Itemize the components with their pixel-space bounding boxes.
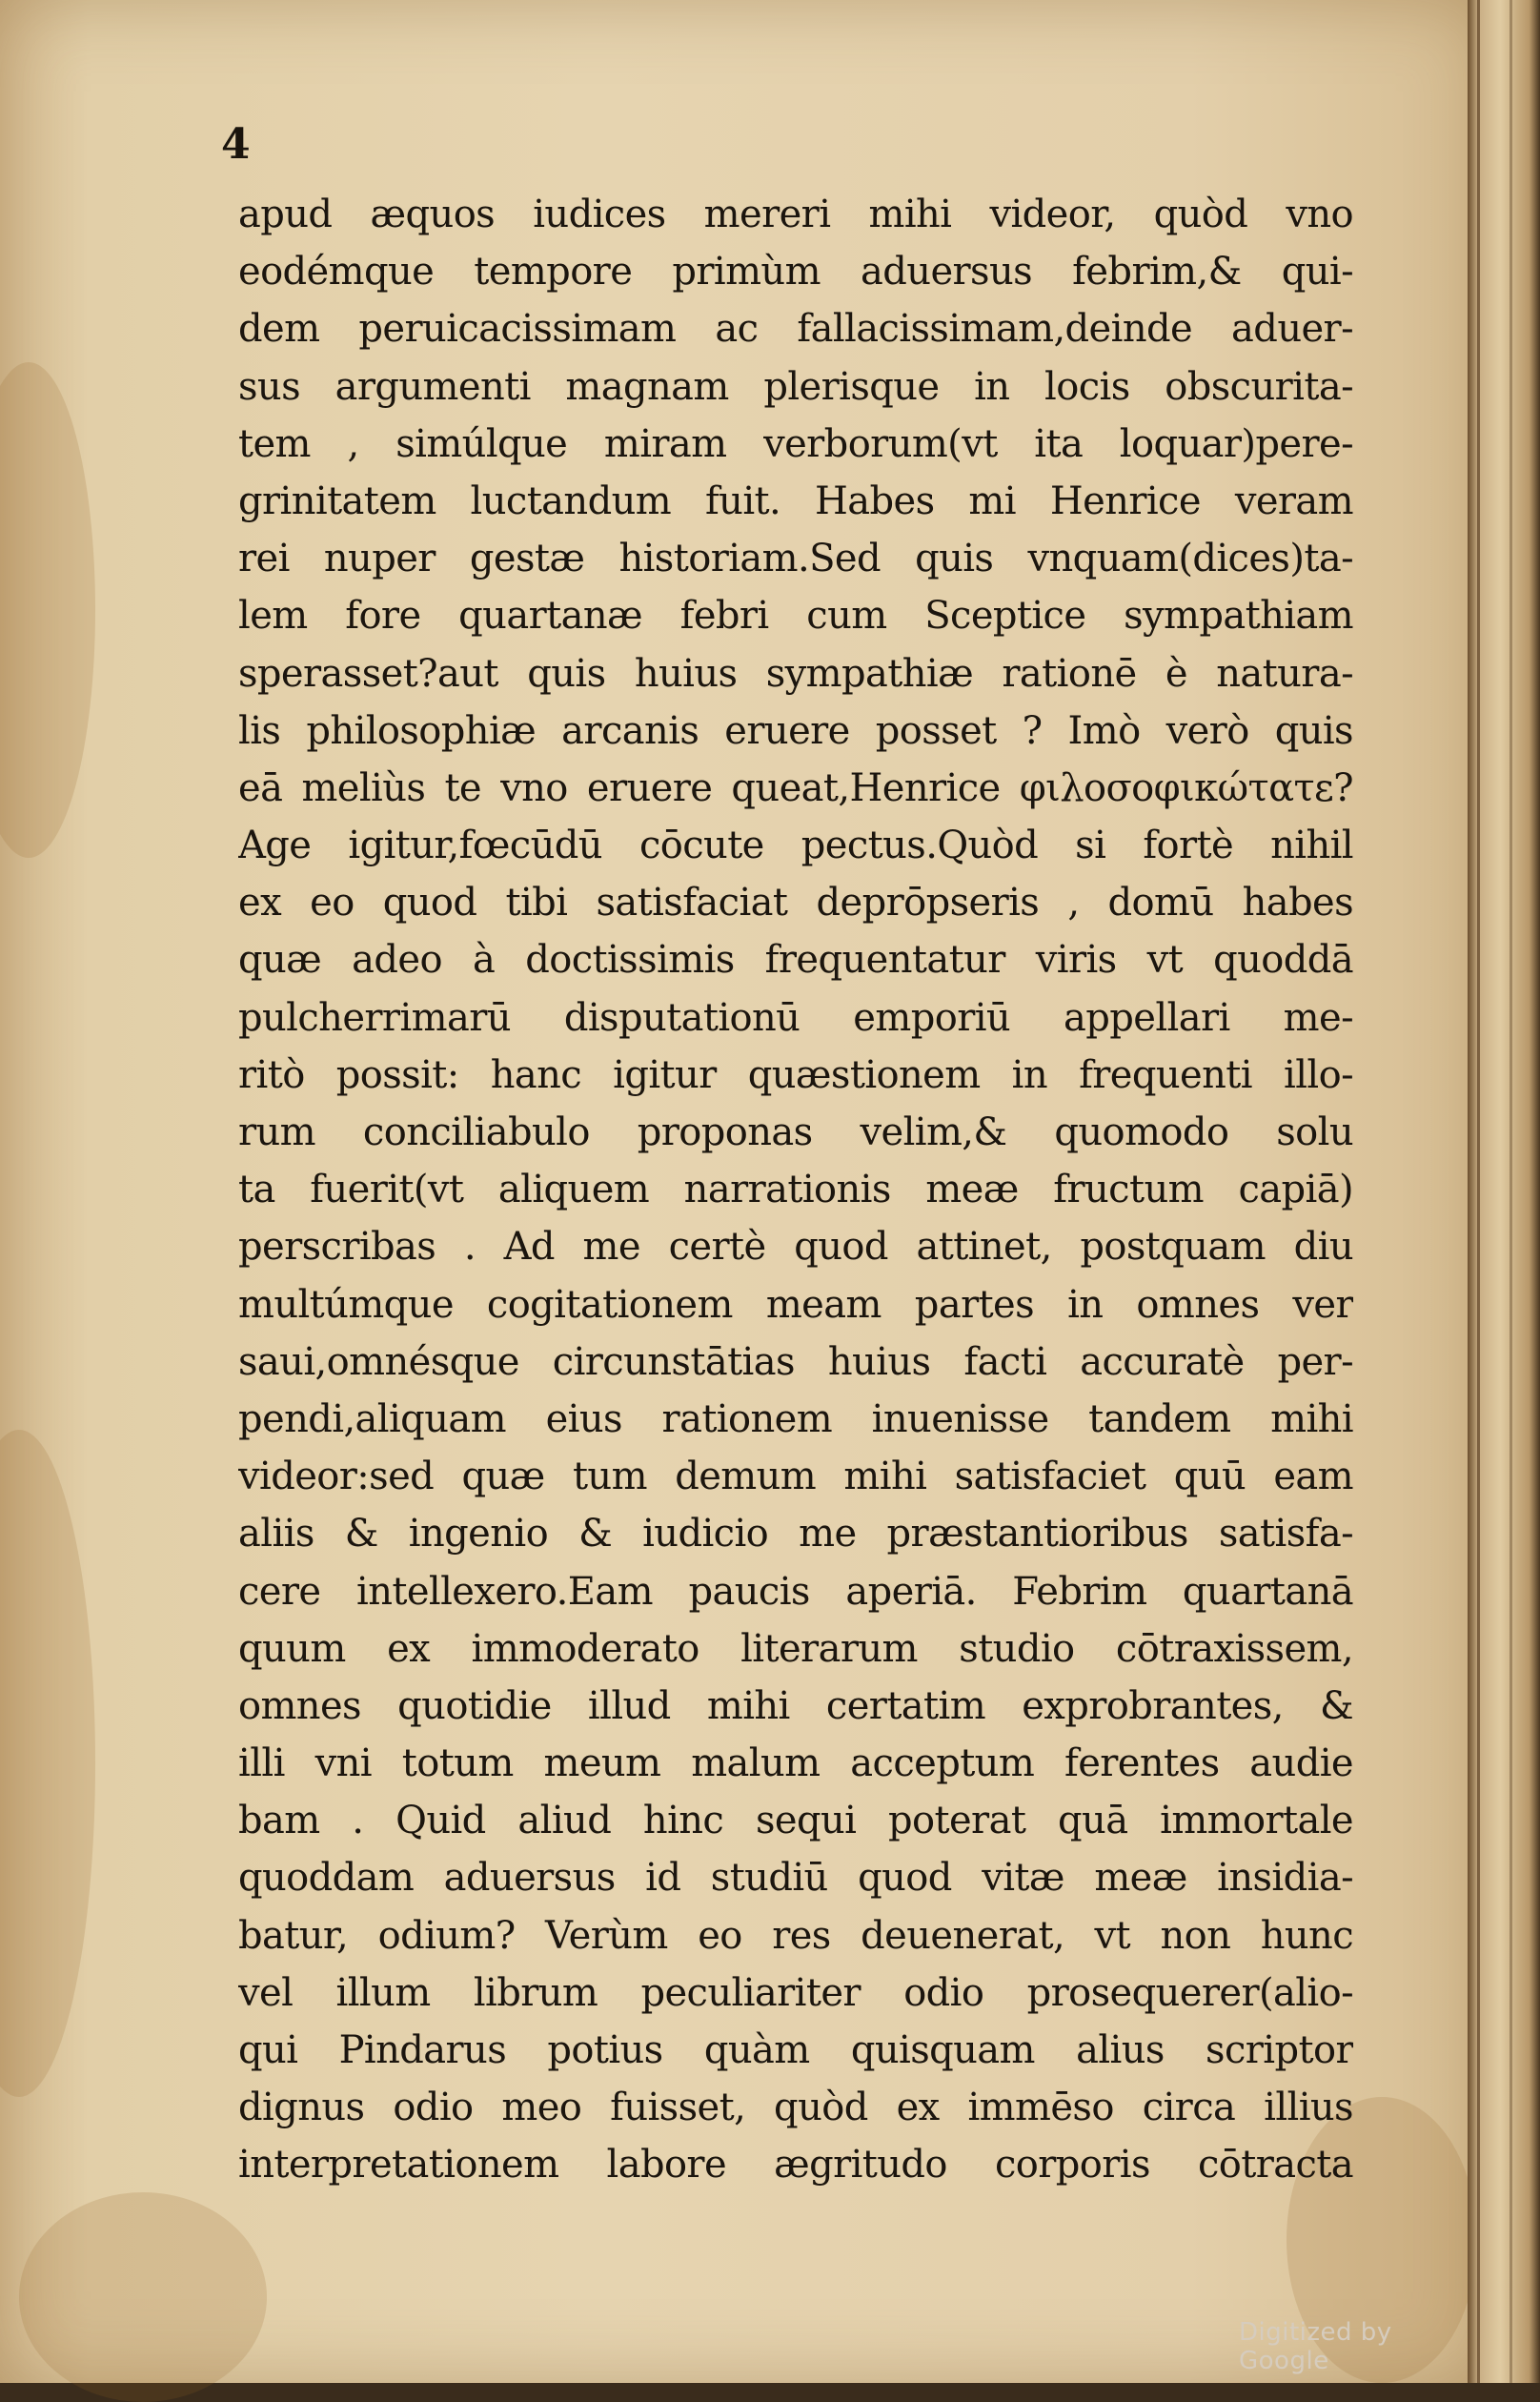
text-line: perscribas . Ad me certè quod attinet, postquam diu bbox=[238, 1225, 1353, 1270]
text-line: rei nuper gestæ historiam.Sed quis vnquam(dices)ta- bbox=[238, 537, 1353, 581]
text-line: sperasset?aut quis huius sympathiæ rationē è natura- bbox=[238, 651, 1353, 696]
next-page-edge bbox=[1468, 0, 1540, 2383]
text-line: eodémque tempore primùm aduersus febrim,& qui- bbox=[238, 250, 1353, 295]
digitization-watermark: Digitized by Google bbox=[1239, 2318, 1392, 2375]
text-line: tem , simúlque miram verborum(vt ita loquar)pere- bbox=[238, 421, 1353, 466]
text-line: eā meliùs te vno eruere queat,Henrice φιλοσοφικώτατε? bbox=[238, 765, 1353, 810]
text-line: apud æquos iudices mereri mihi videor, quòd vno bbox=[238, 193, 1353, 236]
paper-stain bbox=[19, 2192, 267, 2402]
text-line: grinitatem luctandum fuit. Habes mi Henrice veram bbox=[238, 478, 1353, 523]
text-line: pulcherrimarū disputationū emporiū appellari me- bbox=[238, 995, 1353, 1040]
text-line: illi vni totum meum malum acceptum ferentes audie bbox=[238, 1741, 1353, 1786]
text-line: batur, odium? Verùm eo res deuenerat, vt non hunc bbox=[238, 1913, 1353, 1958]
text-line: ta fuerit(vt aliquem narrationis meæ fructum capiā) bbox=[238, 1168, 1353, 1212]
text-line: quum ex immoderato literarum studio cōtraxissem, bbox=[238, 1626, 1353, 1671]
text-line: aliis & ingenio & iudicio me præstantioribus satisfa- bbox=[238, 1512, 1353, 1557]
text-line: cere intellexero.Eam paucis aperiā. Febrim quartanā bbox=[238, 1569, 1353, 1614]
text-line: lem fore quartanæ febri cum Sceptice sympathiam bbox=[238, 594, 1353, 639]
text-line: ritò possit: hanc igitur quæstionem in frequenti illo- bbox=[238, 1052, 1353, 1097]
text-line: quæ adeo à doctissimis frequentatur viris vt quoddā bbox=[238, 938, 1353, 983]
text-line: omnes quotidie illud mihi certatim exprobrantes, & bbox=[238, 1683, 1353, 1728]
text-line: saui,omnésque circunstātias huius facti accuratè per- bbox=[238, 1339, 1353, 1384]
text-line: rum conciliabulo proponas velim,& quomodo solu bbox=[238, 1110, 1353, 1154]
text-line: bam . Quid aliud hinc sequi poterat quā immortale bbox=[238, 1799, 1353, 1843]
text-line: sus argumenti magnam plerisque in locis obscurita- bbox=[238, 364, 1353, 409]
text-line: multúmque cogitationem meam partes in omnes ver bbox=[238, 1282, 1353, 1327]
text-line: lis philosophiæ arcanis eruere posset ? Imò verò quis bbox=[238, 708, 1353, 753]
text-line: Age igitur,fœcūdū cōcute pectus.Quòd si fortè nihil bbox=[238, 824, 1353, 868]
text-line: qui Pindarus potius quàm quisquam alius scriptor bbox=[238, 2028, 1353, 2072]
page-number: 4 bbox=[221, 120, 251, 169]
paper-stain bbox=[0, 1430, 95, 2097]
text-line: ex eo quod tibi satisfaciat deprōpseris , domū habes bbox=[238, 881, 1353, 926]
text-line: dignus odio meo fuisset, quòd ex immēso circa illius bbox=[238, 2086, 1353, 2130]
text-line: pendi,aliquam eius rationem inuenisse tandem mihi bbox=[238, 1396, 1353, 1441]
paper-stain bbox=[0, 362, 95, 858]
text-line: interpretationem labore ægritudo corporis cōtracta bbox=[238, 2143, 1353, 2188]
text-line: videor:sed quæ tum demum mihi satisfaciet quū eam bbox=[238, 1455, 1353, 1499]
page-edge-line bbox=[1477, 0, 1480, 2383]
text-line: quoddam aduersus id studiū quod vitæ meæ insidia- bbox=[238, 1856, 1353, 1901]
text-body bbox=[238, 186, 1353, 2194]
page-edge-line bbox=[1510, 0, 1512, 2383]
text-line: vel illum librum peculiariter odio prosequerer(alio- bbox=[238, 1970, 1353, 2015]
text-line: dem peruicacissimam ac fallacissimam,deinde aduer- bbox=[238, 307, 1353, 352]
